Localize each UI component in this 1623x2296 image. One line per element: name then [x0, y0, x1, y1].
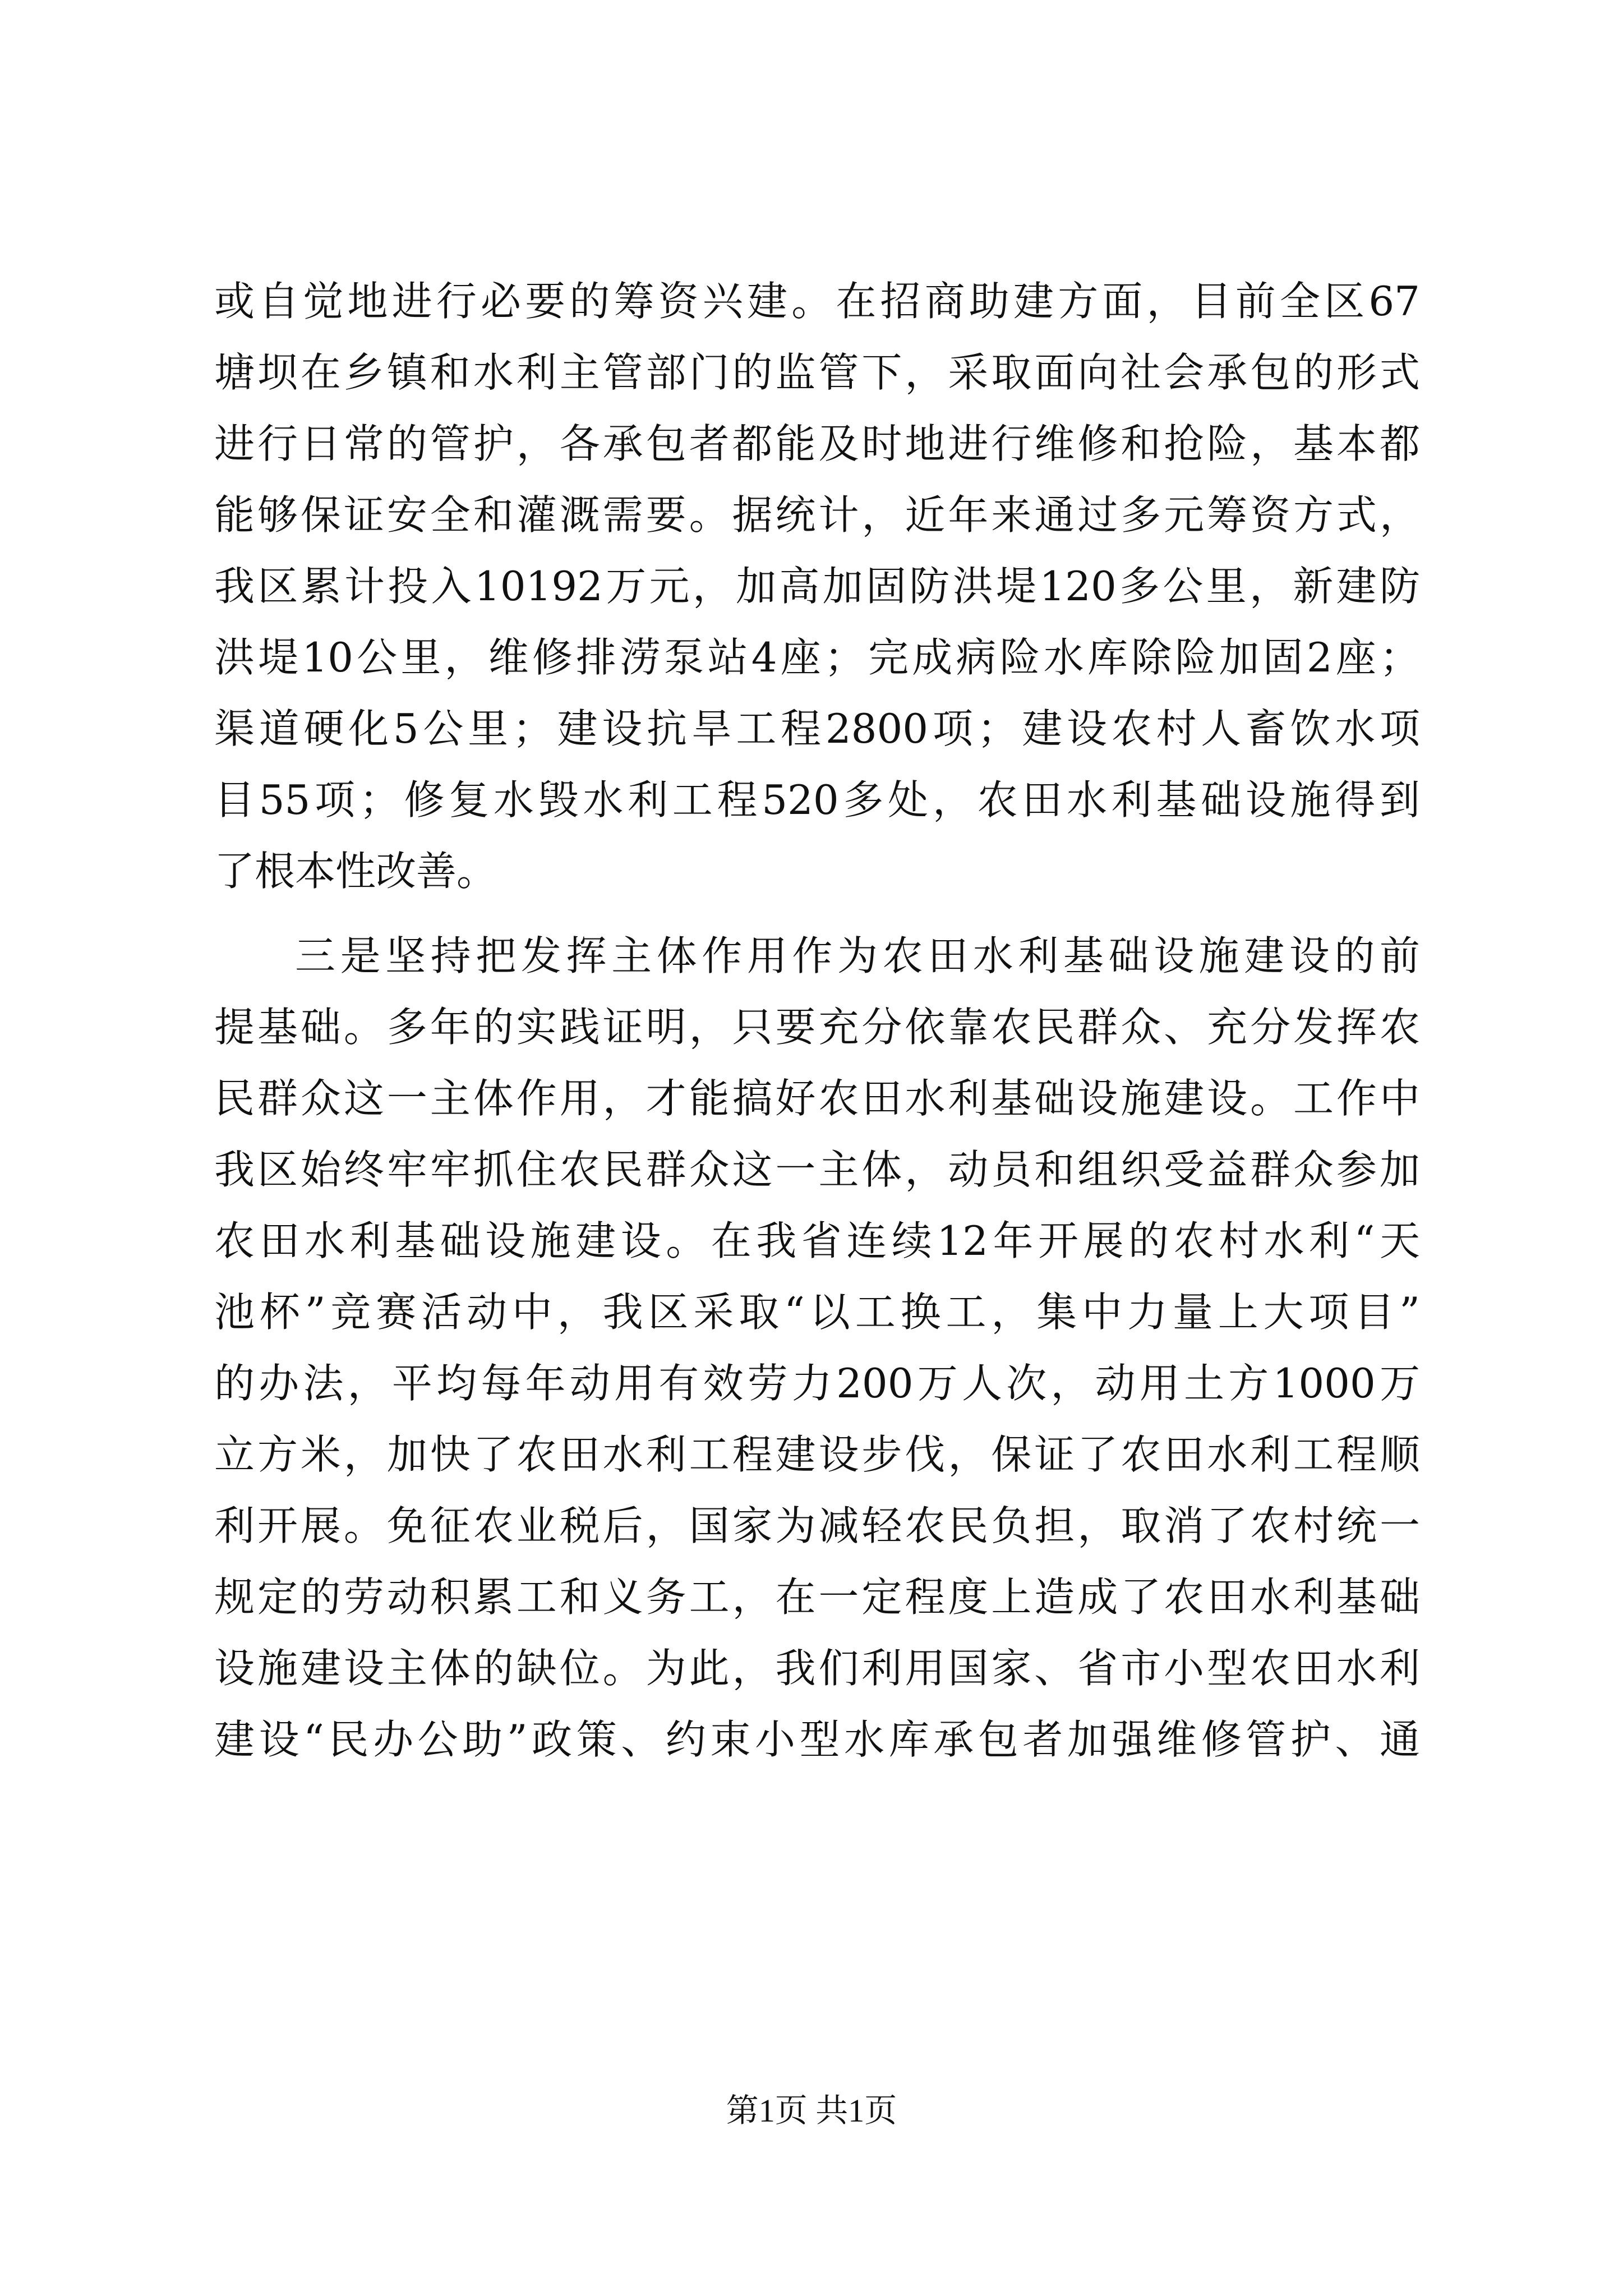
- text-line: 农田水利基础设施建设。在我省连续12年开展的农村水利“天: [214, 1217, 1420, 1264]
- body-text: [214, 266, 1420, 1775]
- text-line: 或自觉地进行必要的筹资兴建。在招商助建方面，目前全区67: [214, 278, 1420, 325]
- page-footer: [0, 2091, 1623, 2131]
- text-line: 的办法，平均每年动用有效劳力200万人次，动用土方1000万: [214, 1360, 1420, 1407]
- text-line: 利开展。免征农业税后，国家为减轻农民负担，取消了农村统一: [214, 1502, 1420, 1549]
- text-line: 我区始终牢牢抓住农民群众这一主体，动员和组织受益群众参加: [214, 1146, 1420, 1193]
- text-line: 提基础。多年的实践证明，只要充分依靠农民群众、充分发挥农: [214, 1004, 1420, 1051]
- text-line: 进行日常的管护，各承包者都能及时地进行维修和抢险，基本都: [214, 420, 1420, 467]
- text-line: 我区累计投入10192万元，加高加固防洪堤120多公里，新建防: [214, 563, 1420, 610]
- text-line: 渠道硬化5公里；建设抗旱工程2800项；建设农村人畜饮水项: [214, 705, 1420, 752]
- text-line: 立方米，加快了农田水利工程建设步伐，保证了农田水利工程顺: [214, 1431, 1420, 1478]
- paragraph-gap: [214, 907, 1420, 921]
- text-line: 建设“民办公助”政策、约束小型水库承包者加强维修管护、通: [214, 1716, 1420, 1763]
- text-line: 规定的劳动积累工和义务工，在一定程度上造成了农田水利基础: [214, 1573, 1420, 1621]
- text-line: 能够保证安全和灌溉需要。据统计，近年来通过多元筹资方式，: [214, 491, 1420, 539]
- text-line: 洪堤10公里，维修排涝泵站4座；完成病险水库除险加固2座；: [214, 634, 1420, 681]
- text-line: 民群众这一主体作用，才能搞好农田水利基础设施建设。工作中: [214, 1075, 1420, 1122]
- text-line: 塘坝在乡镇和水利主管部门的监管下，采取面向社会承包的形式: [214, 349, 1420, 396]
- text-line: 了根本性改善。: [214, 848, 497, 895]
- text-line: 设施建设主体的缺位。为此，我们利用国家、省市小型农田水利: [214, 1645, 1420, 1692]
- text-line: 三是坚持把发挥主体作用作为农田水利基础设施建设的前: [295, 932, 1420, 979]
- page-number-label: 第1页 共1页: [726, 2092, 897, 2129]
- text-line: 池杯”竞赛活动中，我区采取“以工换工，集中力量上大项目”: [214, 1289, 1420, 1336]
- text-line: 目55项；修复水毁水利工程520多处，农田水利基础设施得到: [214, 776, 1420, 823]
